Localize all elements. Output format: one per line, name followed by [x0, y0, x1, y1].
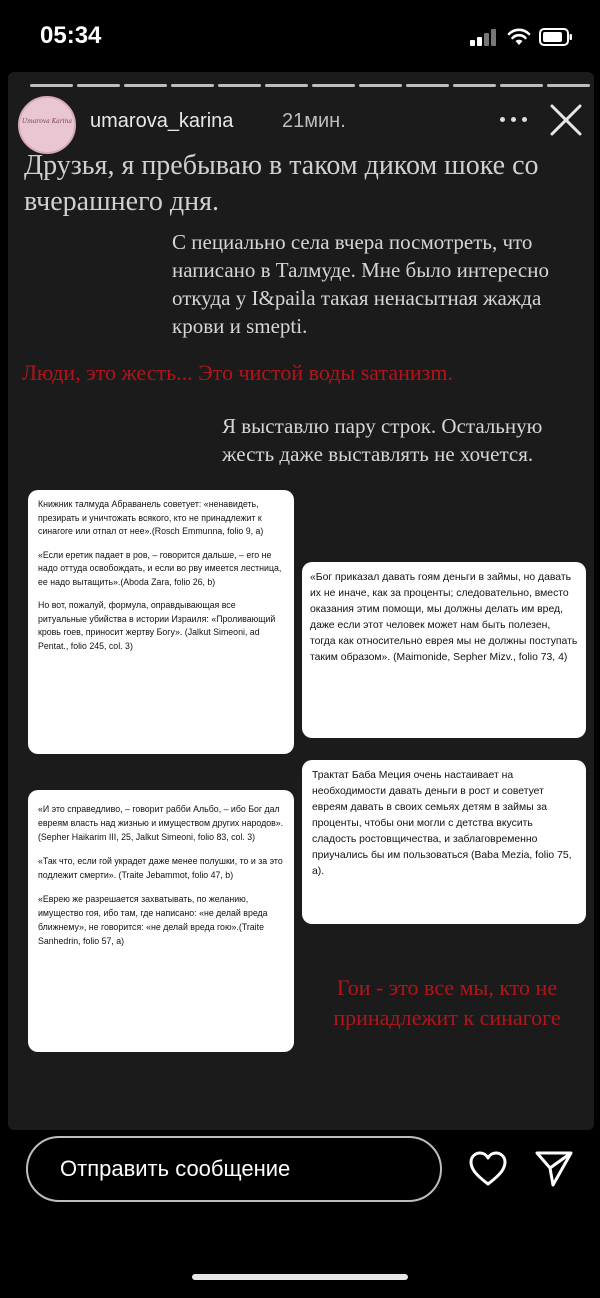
quote-paragraph: Трактат Баба Меция очень настаивает на необходимости давать деньги в рост и советует евреям давать в своих семьях детям в займы за проценты, чтобы они могли с детства вкусить сладость ростовщичества, и заблаговременно приучались бы им пользоваться (Baba Mezia, folio 75, a).: [312, 770, 572, 877]
red-text-satanism: Люди, это жесть... Это чистой воды sатанизm.: [22, 360, 453, 385]
progress-segment: [312, 84, 355, 87]
progress-segment: [453, 84, 496, 87]
quote-paragraph: Книжник талмуда Абраванель советует: «ненавидеть, презирать и уничтожать всякого, кто не принадлежит к синагоге или отпал от нее».(Rosch Emmunna, folio 9, a): [38, 499, 264, 536]
quote-card-2: [302, 562, 586, 738]
story-progress-bar: [30, 84, 590, 87]
quote-card-1: [28, 490, 294, 754]
username[interactable]: umarova_karina: [90, 110, 234, 132]
quote-paragraph: «Еврею же разрешается захватывать, по желанию, имущество гоя, ибо там, где написано: «не делай вреда ближнему», не говорится: «не делай вреда гою».(Traite Sanhedrin, folio 57, a): [38, 894, 268, 946]
progress-segment: [359, 84, 402, 87]
reply-bar: [0, 1130, 600, 1298]
quote-paragraph: Но вот, пожалуй, формула, оправдывающая все ритуальные убийства в истории Израиля: «Проливающий кровь гоев, приносит жертву Богу». (Jalkut Simeoni, ad Pentat., folio 245, col. 3): [38, 600, 276, 651]
status-time: 05:34: [40, 22, 102, 49]
message-input[interactable]: Отправить сообщение: [26, 1136, 442, 1202]
red-text-goyim: Гои - это все мы, кто не принадлежит к синагоге: [333, 975, 561, 1030]
quote-paragraph: «Бог приказал давать гоям деньги в займы, но давать их не иначе, как за проценты; следовательно, вместо оказания этим помощи, мы должны делать им вред, даже если этот человек может нам быть полезен, тогда как относительно еврея мы не должны поступать таким образом». (Maimonide, Sepher Mizv., folio 73, 4): [310, 572, 578, 663]
progress-segment: [218, 84, 261, 87]
wifi-icon: [507, 26, 531, 46]
close-icon[interactable]: [548, 102, 584, 138]
avatar-logo-text: Umarova Karina: [22, 118, 72, 125]
status-bar: [0, 0, 600, 70]
progress-segment: [265, 84, 308, 87]
battery-icon: [539, 28, 573, 46]
avatar[interactable]: [18, 96, 76, 154]
progress-segment: [171, 84, 214, 87]
more-icon[interactable]: [494, 104, 534, 134]
progress-segment: [500, 84, 543, 87]
progress-segment: [547, 84, 590, 87]
post-time: 21мин.: [282, 110, 346, 132]
quote-paragraph: «И это справедливо, – говорит рабби Альбо, – ибо Бог дал евреям власть над жизнью и имуществом других народов». (Sepher Haikarim III, 25, Jalkut Simeoni, folio 83, col. 3): [38, 804, 284, 842]
story-container[interactable]: [8, 72, 594, 1130]
progress-segment: [406, 84, 449, 87]
cellular-signal-icon: [470, 28, 500, 46]
lines-note-text: Я выставлю пару строк. Остальную жесть даже выставлять не хочется.: [222, 414, 543, 466]
home-indicator: [192, 1274, 408, 1280]
progress-segment: [124, 84, 167, 87]
quote-card-4: [28, 790, 294, 1052]
send-icon[interactable]: [534, 1148, 574, 1188]
quote-paragraph: «Так что, если гой украдет даже менее полушки, то и за это подлежит смерти». (Traite Jebammot, folio 47, b): [38, 856, 283, 880]
quote-card-3: [302, 760, 586, 924]
purpose-text: С пециально села вчера посмотреть, что написано в Талмуде. Мне было интересно откуда у I&paila такая ненасытная жажда крови и smepti.: [172, 230, 549, 338]
heart-icon[interactable]: [468, 1150, 508, 1188]
progress-segment: [77, 84, 120, 87]
quote-paragraph: «Если еретик падает в ров, – говорится дальше, – его не надо оттуда освобождать, и если во рву имеется лестница, ее надо вытащить».(Aboda Zara, folio 26, b): [38, 549, 282, 587]
intro-text: Друзья, я пребываю в таком диком шоке со вчерашнего дня.: [24, 150, 539, 217]
progress-segment: [30, 84, 73, 87]
